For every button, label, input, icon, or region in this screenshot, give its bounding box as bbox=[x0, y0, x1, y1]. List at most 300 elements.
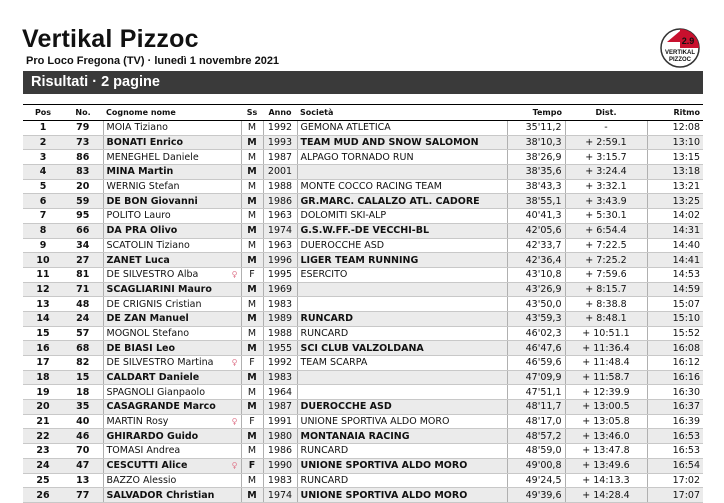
logo-line1: VERTIKAL bbox=[665, 50, 695, 56]
cell-club bbox=[297, 297, 507, 312]
cell-name-text: DE SILVESTRO Martina bbox=[106, 357, 214, 369]
cell-sex bbox=[241, 370, 263, 385]
cell-sex-text: M bbox=[247, 137, 257, 149]
cell-sex bbox=[241, 458, 263, 473]
cell-pos-text: 23 bbox=[36, 445, 50, 457]
cell-time bbox=[507, 414, 565, 429]
cell-pos-text: 10 bbox=[36, 254, 50, 266]
cell-time bbox=[507, 179, 565, 194]
cell-year-text: 1987 bbox=[267, 151, 293, 163]
cell-pace bbox=[647, 429, 703, 444]
col-sex: Ss bbox=[241, 105, 263, 121]
cell-pos bbox=[23, 385, 63, 400]
female-icon: ♀ bbox=[231, 270, 238, 280]
cell-dist-text: + 6:54.4 bbox=[585, 225, 627, 237]
cell-sex bbox=[241, 297, 263, 312]
cell-name bbox=[103, 267, 241, 282]
cell-no bbox=[63, 179, 103, 194]
cell-name-text: MOGNOL Stefano bbox=[106, 327, 190, 339]
cell-pos bbox=[23, 267, 63, 282]
cell-pace bbox=[647, 444, 703, 459]
cell-name bbox=[103, 223, 241, 238]
female-icon: ♀ bbox=[231, 461, 238, 471]
cell-pace-text: 14:53 bbox=[672, 269, 700, 281]
cell-sex bbox=[241, 150, 263, 165]
cell-year bbox=[263, 253, 297, 268]
cell-time bbox=[507, 429, 565, 444]
cell-club bbox=[297, 473, 507, 488]
cell-dist bbox=[565, 253, 647, 268]
cell-name-text: BONATI Enrico bbox=[106, 137, 184, 149]
cell-year-text: 1993 bbox=[267, 137, 293, 149]
cell-no-text: 35 bbox=[76, 401, 90, 413]
cell-pace bbox=[647, 311, 703, 326]
cell-pos-text: 12 bbox=[36, 283, 50, 295]
cell-pace-text: 13:10 bbox=[672, 137, 700, 149]
table-row bbox=[23, 414, 703, 429]
cell-no bbox=[63, 223, 103, 238]
cell-time bbox=[507, 297, 565, 312]
cell-sex-text: F bbox=[248, 460, 256, 472]
cell-sex-text: M bbox=[247, 430, 257, 442]
cell-dist-text: + 5:30.1 bbox=[585, 210, 627, 222]
cell-year bbox=[263, 150, 297, 165]
cell-no bbox=[63, 356, 103, 371]
cell-year-text: 1986 bbox=[267, 445, 293, 457]
cell-no-text: 73 bbox=[76, 137, 90, 149]
female-icon: ♀ bbox=[231, 417, 238, 427]
cell-no-text: 82 bbox=[76, 357, 90, 369]
cell-name bbox=[103, 488, 241, 503]
table-row bbox=[23, 253, 703, 268]
cell-dist bbox=[565, 194, 647, 209]
cell-no-text: 18 bbox=[76, 386, 90, 398]
cell-name-text: ZANET Luca bbox=[106, 254, 170, 266]
cell-pace bbox=[647, 385, 703, 400]
cell-name bbox=[103, 311, 241, 326]
cell-year bbox=[263, 385, 297, 400]
cell-time bbox=[507, 400, 565, 415]
table-row bbox=[23, 356, 703, 371]
cell-sex-text: M bbox=[247, 151, 257, 163]
cell-sex-text: M bbox=[247, 166, 257, 178]
cell-time-text: 42'05,6 bbox=[525, 225, 562, 237]
cell-sex bbox=[241, 341, 263, 356]
cell-no-text: 79 bbox=[76, 122, 90, 134]
cell-year bbox=[263, 429, 297, 444]
cell-year bbox=[263, 370, 297, 385]
cell-name bbox=[103, 385, 241, 400]
cell-sex-text: M bbox=[247, 298, 257, 310]
table-row bbox=[23, 209, 703, 224]
cell-sex bbox=[241, 282, 263, 297]
col-pos: Pos bbox=[23, 105, 63, 121]
cell-name-text: MENEGHEL Daniele bbox=[106, 151, 199, 163]
table-row bbox=[23, 458, 703, 473]
cell-pos-text: 16 bbox=[36, 342, 50, 354]
table-row bbox=[23, 326, 703, 341]
cell-sex bbox=[241, 385, 263, 400]
cell-dist bbox=[565, 341, 647, 356]
cell-time bbox=[507, 370, 565, 385]
cell-name bbox=[103, 444, 241, 459]
cell-sex-text: M bbox=[247, 210, 257, 222]
cell-pace bbox=[647, 209, 703, 224]
cell-year bbox=[263, 282, 297, 297]
cell-name-text: CALDART Daniele bbox=[106, 372, 200, 384]
cell-no-text: 71 bbox=[76, 283, 90, 295]
cell-club-text: LIGER TEAM RUNNING bbox=[300, 254, 419, 266]
cell-pos-text: 7 bbox=[39, 210, 47, 222]
cell-no bbox=[63, 429, 103, 444]
cell-name bbox=[103, 238, 241, 253]
cell-club-text: GEMONA ATLETICA bbox=[300, 122, 391, 134]
cell-pos bbox=[23, 223, 63, 238]
cell-club-text: GR.MARC. CALALZO ATL. CADORE bbox=[300, 195, 480, 207]
cell-time bbox=[507, 194, 565, 209]
cell-year-text: 1983 bbox=[267, 474, 293, 486]
cell-sex-text: M bbox=[247, 239, 257, 251]
cell-time-text: 38'26,9 bbox=[525, 151, 562, 163]
cell-name-text: MARTIN Rosy bbox=[106, 416, 169, 428]
cell-dist bbox=[565, 400, 647, 415]
cell-pace-text: 16:53 bbox=[672, 430, 700, 442]
cell-sex-text: F bbox=[249, 269, 255, 281]
cell-dist bbox=[565, 473, 647, 488]
cell-club-text: DUEROCCHE ASD bbox=[300, 401, 392, 413]
cell-pace bbox=[647, 326, 703, 341]
cell-pace-text: 16:53 bbox=[672, 445, 700, 457]
cell-year bbox=[263, 267, 297, 282]
cell-sex bbox=[241, 444, 263, 459]
cell-dist bbox=[565, 488, 647, 503]
cell-no bbox=[63, 414, 103, 429]
cell-year-text: 1974 bbox=[267, 489, 293, 501]
cell-dist bbox=[565, 414, 647, 429]
results-bar: Risultati · 2 pagine bbox=[23, 71, 703, 94]
cell-time bbox=[507, 444, 565, 459]
cell-sex-text: M bbox=[247, 401, 257, 413]
cell-club-text: RUNCARD bbox=[300, 474, 349, 486]
cell-year bbox=[263, 209, 297, 224]
cell-year bbox=[263, 135, 297, 150]
cell-year bbox=[263, 458, 297, 473]
cell-club-text: ESERCITO bbox=[300, 269, 348, 281]
cell-time bbox=[507, 473, 565, 488]
cell-dist-text: + 8:15.7 bbox=[585, 283, 627, 295]
cell-pos bbox=[23, 253, 63, 268]
cell-pace bbox=[647, 488, 703, 503]
cell-pos-text: 25 bbox=[36, 474, 50, 486]
cell-sex bbox=[241, 121, 263, 136]
cell-no bbox=[63, 341, 103, 356]
cell-year-text: 1963 bbox=[267, 210, 293, 222]
cell-year bbox=[263, 356, 297, 371]
cell-club bbox=[297, 385, 507, 400]
cell-pace-text: 14:02 bbox=[672, 210, 700, 222]
cell-sex-text: M bbox=[247, 372, 257, 384]
cell-time-text: 43'50,0 bbox=[525, 298, 562, 310]
cell-no bbox=[63, 282, 103, 297]
cell-pos bbox=[23, 341, 63, 356]
cell-dist-text: + 11:48.4 bbox=[582, 357, 630, 369]
cell-name-text: DE ZAN Manuel bbox=[106, 313, 189, 325]
table-row bbox=[23, 165, 703, 180]
cell-pos bbox=[23, 356, 63, 371]
cell-sex bbox=[241, 473, 263, 488]
cell-time bbox=[507, 488, 565, 503]
cell-name bbox=[103, 179, 241, 194]
cell-dist-text: + 2:59.1 bbox=[585, 137, 627, 149]
cell-dist-text: + 3:24.4 bbox=[585, 166, 627, 178]
cell-name bbox=[103, 135, 241, 150]
cell-name bbox=[103, 326, 241, 341]
cell-time-text: 49'39,6 bbox=[525, 489, 562, 501]
cell-dist-text: + 7:22.5 bbox=[585, 239, 627, 251]
cell-pos bbox=[23, 414, 63, 429]
cell-pos bbox=[23, 194, 63, 209]
cell-pos bbox=[23, 488, 63, 503]
cell-no-text: 27 bbox=[76, 254, 90, 266]
cell-pos-text: 13 bbox=[36, 298, 50, 310]
cell-year-text: 1980 bbox=[267, 430, 293, 442]
cell-time bbox=[507, 458, 565, 473]
cell-no bbox=[63, 370, 103, 385]
cell-pos bbox=[23, 311, 63, 326]
cell-club bbox=[297, 194, 507, 209]
cell-pos bbox=[23, 238, 63, 253]
cell-time bbox=[507, 209, 565, 224]
cell-sex bbox=[241, 253, 263, 268]
cell-club bbox=[297, 223, 507, 238]
table-row bbox=[23, 282, 703, 297]
cell-year-text: 1996 bbox=[267, 254, 293, 266]
cell-pos bbox=[23, 370, 63, 385]
cell-sex-text: M bbox=[247, 122, 257, 134]
cell-pos bbox=[23, 282, 63, 297]
cell-dist-text: + 14:28.4 bbox=[582, 489, 630, 501]
cell-name bbox=[103, 458, 241, 473]
cell-name-text: MINA Martin bbox=[106, 166, 174, 178]
cell-name-text: DE BON Giovanni bbox=[106, 195, 198, 207]
table-row bbox=[23, 385, 703, 400]
cell-pace bbox=[647, 121, 703, 136]
cell-pos-text: 24 bbox=[36, 460, 50, 472]
cell-club bbox=[297, 444, 507, 459]
cell-pos-text: 1 bbox=[39, 122, 47, 134]
cell-no bbox=[63, 267, 103, 282]
cell-no-text: 48 bbox=[76, 298, 90, 310]
col-no: No. bbox=[63, 105, 103, 121]
cell-year-text: 1990 bbox=[267, 460, 293, 472]
cell-year bbox=[263, 326, 297, 341]
cell-year-text: 1992 bbox=[267, 122, 293, 134]
cell-no-text: 81 bbox=[76, 269, 90, 281]
cell-year bbox=[263, 238, 297, 253]
table-row bbox=[23, 223, 703, 238]
cell-dist-text: + 13:05.8 bbox=[582, 416, 630, 428]
cell-time-text: 49'00,8 bbox=[525, 460, 562, 472]
cell-pace-text: 17:07 bbox=[672, 489, 700, 501]
cell-club bbox=[297, 356, 507, 371]
cell-dist bbox=[565, 356, 647, 371]
cell-pos-text: 5 bbox=[39, 181, 47, 193]
cell-pos-text: 2 bbox=[39, 137, 47, 149]
cell-pos bbox=[23, 444, 63, 459]
cell-pos-text: 17 bbox=[36, 357, 50, 369]
cell-year bbox=[263, 223, 297, 238]
cell-sex bbox=[241, 488, 263, 503]
cell-pace bbox=[647, 165, 703, 180]
cell-time bbox=[507, 165, 565, 180]
cell-club-text: DUEROCCHE ASD bbox=[300, 239, 385, 251]
cell-sex-text: M bbox=[247, 225, 257, 237]
cell-name bbox=[103, 414, 241, 429]
cell-pace-text: 13:18 bbox=[672, 166, 700, 178]
cell-club bbox=[297, 341, 507, 356]
cell-year-text: 1988 bbox=[267, 327, 293, 339]
cell-dist bbox=[565, 297, 647, 312]
cell-no-text: 59 bbox=[76, 195, 90, 207]
cell-club bbox=[297, 209, 507, 224]
cell-year bbox=[263, 297, 297, 312]
cell-pace bbox=[647, 223, 703, 238]
cell-pos-text: 8 bbox=[39, 225, 47, 237]
table-row bbox=[23, 194, 703, 209]
cell-pace bbox=[647, 267, 703, 282]
cell-name-text: CASAGRANDE Marco bbox=[106, 401, 216, 413]
cell-name-text: POLITO Lauro bbox=[106, 210, 171, 222]
cell-no bbox=[63, 385, 103, 400]
cell-sex bbox=[241, 414, 263, 429]
cell-name-text: WERNIG Stefan bbox=[106, 181, 180, 193]
cell-time-text: 42'36,4 bbox=[525, 254, 562, 266]
vertikal-pizzoc-logo bbox=[660, 28, 700, 68]
cell-time bbox=[507, 238, 565, 253]
cell-pace-text: 16:30 bbox=[672, 386, 700, 398]
cell-year bbox=[263, 400, 297, 415]
cell-dist bbox=[565, 429, 647, 444]
cell-club bbox=[297, 458, 507, 473]
cell-pos bbox=[23, 165, 63, 180]
cell-name bbox=[103, 356, 241, 371]
cell-name bbox=[103, 194, 241, 209]
cell-name bbox=[103, 370, 241, 385]
cell-time-text: 35'11,2 bbox=[525, 122, 562, 134]
cell-club bbox=[297, 400, 507, 415]
cell-sex-text: M bbox=[247, 445, 257, 457]
cell-dist-text: + 8:48.1 bbox=[585, 313, 627, 325]
cell-no bbox=[63, 135, 103, 150]
cell-club-text: G.S.W.FF.-DE VECCHI-BL bbox=[300, 225, 429, 237]
cell-time-text: 38'10,3 bbox=[525, 137, 562, 149]
cell-club bbox=[297, 253, 507, 268]
cell-time bbox=[507, 267, 565, 282]
cell-year-text: 1983 bbox=[267, 372, 293, 384]
cell-club bbox=[297, 150, 507, 165]
cell-dist-text: + 13:46.0 bbox=[582, 430, 630, 442]
cell-time-text: 46'02,3 bbox=[525, 327, 562, 339]
cell-dist-text: + 13:47.8 bbox=[582, 445, 630, 457]
cell-name bbox=[103, 150, 241, 165]
cell-year-text: 1964 bbox=[267, 386, 293, 398]
cell-dist bbox=[565, 165, 647, 180]
cell-year bbox=[263, 311, 297, 326]
cell-no bbox=[63, 444, 103, 459]
cell-time-text: 38'43,3 bbox=[525, 181, 562, 193]
cell-pos-text: 18 bbox=[36, 372, 50, 384]
cell-club bbox=[297, 488, 507, 503]
cell-no bbox=[63, 150, 103, 165]
table-row bbox=[23, 488, 703, 503]
table-row bbox=[23, 121, 703, 136]
cell-no-text: 70 bbox=[76, 445, 90, 457]
cell-time-text: 48'59,0 bbox=[525, 445, 562, 457]
cell-year-text: 2001 bbox=[267, 166, 293, 178]
cell-pace bbox=[647, 297, 703, 312]
cell-year-text: 1974 bbox=[267, 225, 293, 237]
cell-year-text: 1989 bbox=[267, 313, 293, 325]
cell-dist bbox=[565, 282, 647, 297]
cell-dist bbox=[565, 179, 647, 194]
cell-time-text: 40'41,3 bbox=[525, 210, 562, 222]
cell-dist bbox=[565, 370, 647, 385]
cell-pace-text: 17:02 bbox=[672, 474, 700, 486]
cell-year bbox=[263, 341, 297, 356]
cell-dist bbox=[565, 209, 647, 224]
cell-name-text: TOMASI Andrea bbox=[106, 445, 181, 457]
cell-sex bbox=[241, 179, 263, 194]
cell-time bbox=[507, 253, 565, 268]
cell-pos bbox=[23, 400, 63, 415]
cell-no-text: 57 bbox=[76, 327, 90, 339]
cell-no-text: 15 bbox=[76, 372, 90, 384]
cell-name bbox=[103, 400, 241, 415]
cell-time-text: 47'51,1 bbox=[525, 386, 562, 398]
cell-club bbox=[297, 311, 507, 326]
cell-year-text: 1995 bbox=[267, 269, 293, 281]
cell-no-text: 24 bbox=[76, 313, 90, 325]
cell-club-text: RUNCARD bbox=[300, 327, 349, 339]
cell-pace bbox=[647, 253, 703, 268]
table-header-row bbox=[23, 105, 703, 121]
cell-no-text: 47 bbox=[76, 460, 90, 472]
cell-pace bbox=[647, 282, 703, 297]
cell-year-text: 1991 bbox=[267, 416, 293, 428]
cell-club bbox=[297, 414, 507, 429]
cell-pace bbox=[647, 370, 703, 385]
cell-no-text: 13 bbox=[76, 474, 90, 486]
cell-no bbox=[63, 209, 103, 224]
cell-name-text: GHIRARDO Guido bbox=[106, 430, 199, 442]
cell-name bbox=[103, 473, 241, 488]
cell-dist bbox=[565, 311, 647, 326]
cell-no bbox=[63, 311, 103, 326]
cell-sex-text: M bbox=[247, 342, 257, 354]
cell-pace-text: 15:07 bbox=[672, 298, 700, 310]
cell-year-text: 1988 bbox=[267, 181, 293, 193]
cell-pace-text: 16:39 bbox=[672, 416, 700, 428]
cell-no bbox=[63, 400, 103, 415]
cell-year-text: 1983 bbox=[267, 298, 293, 310]
cell-no-text: 34 bbox=[76, 239, 90, 251]
table-row bbox=[23, 297, 703, 312]
cell-sex bbox=[241, 209, 263, 224]
cell-dist bbox=[565, 135, 647, 150]
col-pace: Ritmo bbox=[647, 105, 703, 121]
cell-sex-text: F bbox=[249, 416, 255, 428]
cell-pace-text: 14:59 bbox=[672, 283, 700, 295]
